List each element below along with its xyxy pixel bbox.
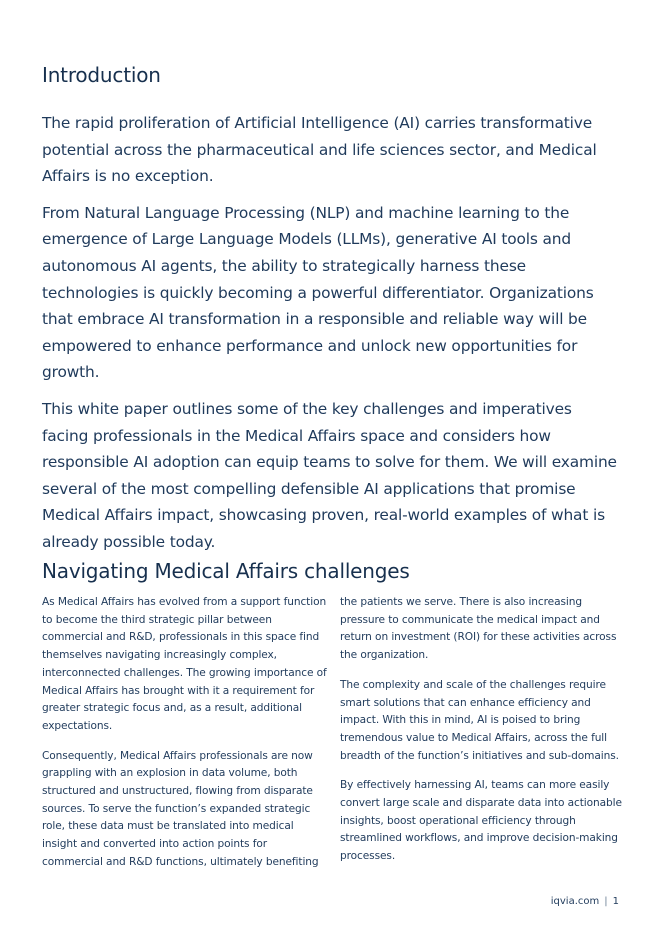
challenges-paragraph: As Medical Affairs has evolved from a support function to become the third strategic pillar between commercial and R&D, professionals in this space find themselves navigating increasingly complex, interconnected challenges. The growing importance of Medical Affairs has brought with it a requirement for greater strategic focus and, as a result, additional expectations.: [42, 596, 327, 732]
introduction-paragraph: The rapid proliferation of Artificial Intelligence (AI) carries transformative potential across the pharmaceutical and life sciences sector, and Medical Affairs is no exception.: [42, 114, 597, 186]
page-number: 1: [612, 896, 619, 907]
challenges-paragraph: Consequently, Medical Affairs professionals are now grappling with an explosion in data volume, both structured and unstructured, flowing from disparate sources. To serve the function’s expanded strategic role, these data must be translated into medical insight and converted into action points for commercial and R&D functions, ultimately benefiting: [42, 749, 319, 868]
introduction-paragraph: This white paper outlines some of the key challenges and imperatives facing professionals in the Medical Affairs space and considers how responsible AI adoption can equip teams to solve for them. We will examine several of the most compelling defensible AI applications that promise Medical Affairs impact, showcasing proven, real-world examples of what is already possible today.: [42, 399, 617, 551]
challenges-paragraph: By effectively harnessing AI, teams can more easily convert large scale and disparate data into actionable insights, boost operational efficiency through streamlined workflows, and improve decision-making processes.: [340, 779, 622, 863]
challenges-heading: Navigating Medical Affairs challenges: [42, 559, 410, 583]
introduction-heading: Introduction: [42, 63, 161, 87]
challenges-paragraph: the patients we serve. There is also increasing pressure to communicate the medical impact and return on investment (ROI) for these activities across the organization.: [340, 596, 617, 662]
footer-site-link[interactable]: iqvia.com: [550, 896, 600, 907]
introduction-body: [42, 110, 622, 566]
challenges-right-column: [340, 594, 625, 878]
page-footer: [551, 896, 619, 907]
footer-separator: |: [604, 896, 608, 907]
challenges-left-column: [42, 594, 327, 884]
introduction-paragraph: From Natural Language Processing (NLP) and machine learning to the emergence of Large Language Models (LLMs), generative AI tools and autonomous AI agents, the ability to strategically harness these technologies is quickly becoming a powerful differentiator. Organizations that embrace AI transformation in a responsible and reliable way will be empowered to enhance performance and unlock new opportunities for growth.: [42, 203, 594, 382]
challenges-paragraph: The complexity and scale of the challenges require smart solutions that can enhance efficiency and impact. With this in mind, AI is poised to bring tremendous value to Medical Affairs, across the full breadth of the function’s initiatives and sub-domains.: [340, 678, 619, 762]
